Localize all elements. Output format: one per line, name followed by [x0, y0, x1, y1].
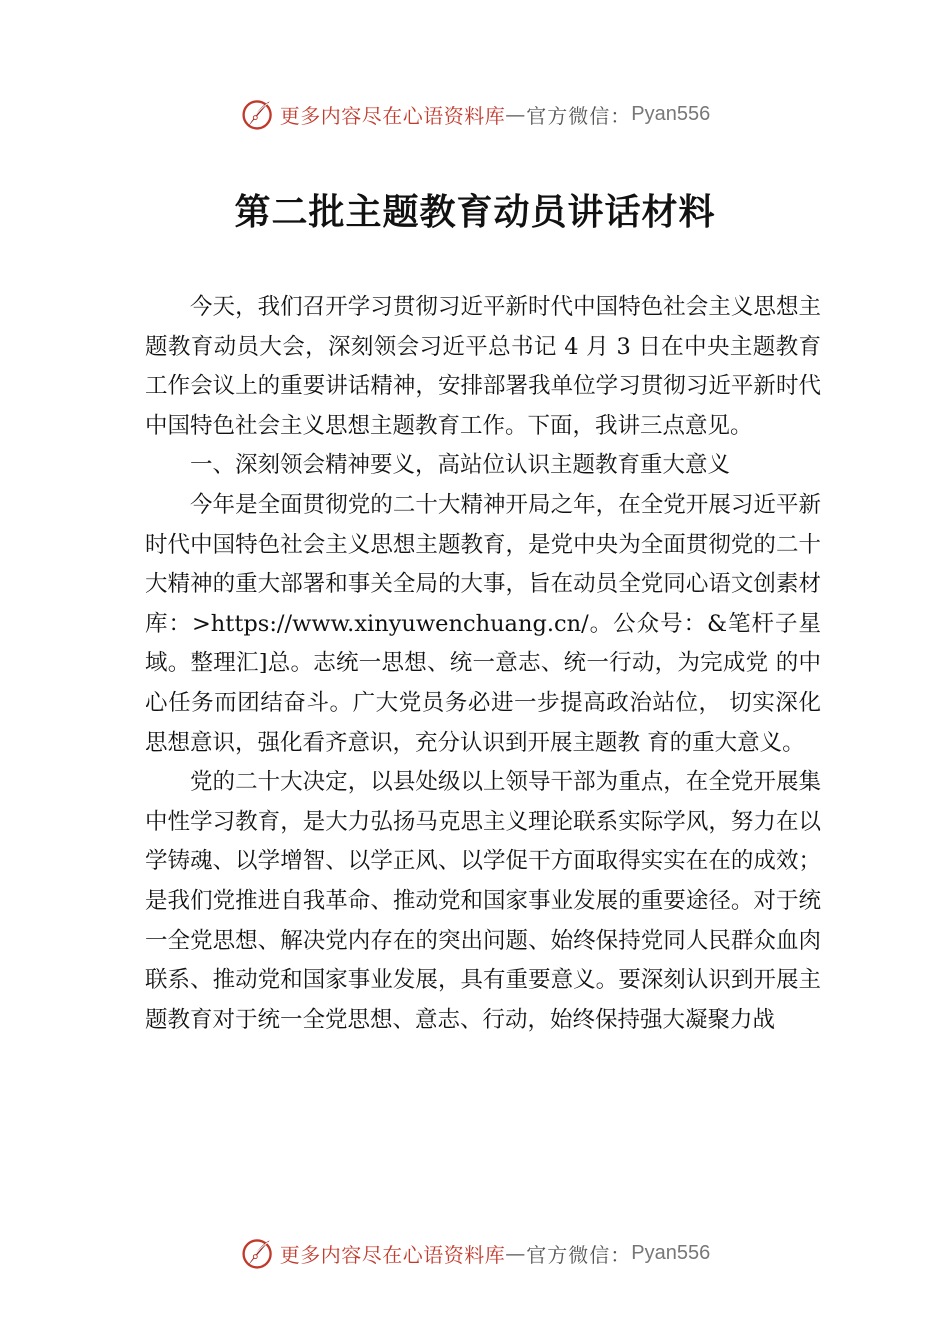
- section-heading-1: 一、深刻领会精神要义，高站位认识主题教育重大意义: [190, 452, 731, 479]
- document-body: [145, 288, 821, 1040]
- document-title: 第二批主题教育动员讲话材料: [234, 191, 716, 233]
- quill-pen-logo-icon: [240, 1235, 276, 1271]
- paragraph: 党的二十大决定，以县处级以上领导干部为重点，在全党开展集中性学习教育，是大力弘扬马克思主义理论联系实际学风，努力在以学铸魂、以学增智、以学正风、以学促干方面取得实实在在的成效；是我们党推进自我革命、推动党和国家事业发展的重要途径。对于统一全党思想、解决党内存在的突出问题、始终保持党同人民群众血肉联系、推动党和国家事业发展，具有重要意义。要深刻认识到开展主题教育对于统一全党思想、意志、行动，始终保持强大凝聚力战: [145, 769, 821, 1033]
- banner-separator: —: [505, 102, 527, 126]
- header-banner: [0, 92, 950, 136]
- banner-source-text: 更多内容尽在心语资料库: [279, 1242, 506, 1267]
- banner-source-text: 更多内容尽在心语资料库: [279, 103, 506, 128]
- banner-separator: —: [505, 1241, 527, 1265]
- paragraph-intro: 今天，我们召开学习贯彻习近平新时代中国特色社会主义思想主题教育动员大会，深刻领会习近平总书记 4 月 3 日在中央主题教育工作会议上的重要讲话精神，安排部署我单位学习贯彻习近平新时代中国特色社会主义思想主题教育工作。下面，我讲三点意见。: [145, 294, 821, 439]
- banner-wechat-handle: Pyan556: [631, 102, 711, 125]
- quill-pen-logo-icon: [240, 96, 276, 132]
- banner-wechat-handle: Pyan556: [631, 1241, 711, 1264]
- paragraph: 今年是全面贯彻党的二十大精神开局之年，在全党开展习近平新时代中国特色社会主义思想主题教育，是党中央为全面贯彻党的二十大精神的重大部署和事关全局的大事，旨在动员全党同心语文创素材库：>https://www.xinyuwenchuang.cn/。公众号：&笔杆子星域。整理汇]总。志统一思想、统一意志、统一行动，为完成党 的中心任务而团结奋斗。广大党员务必进一步提高政治站位， 切实深化思想意识，强化看齐意识，充分认识到开展主题教 育的重大意义。: [145, 491, 821, 756]
- banner-wechat-label: 官方微信：: [526, 103, 632, 128]
- footer-banner: [0, 1231, 950, 1275]
- banner-wechat-label: 官方微信：: [526, 1242, 632, 1267]
